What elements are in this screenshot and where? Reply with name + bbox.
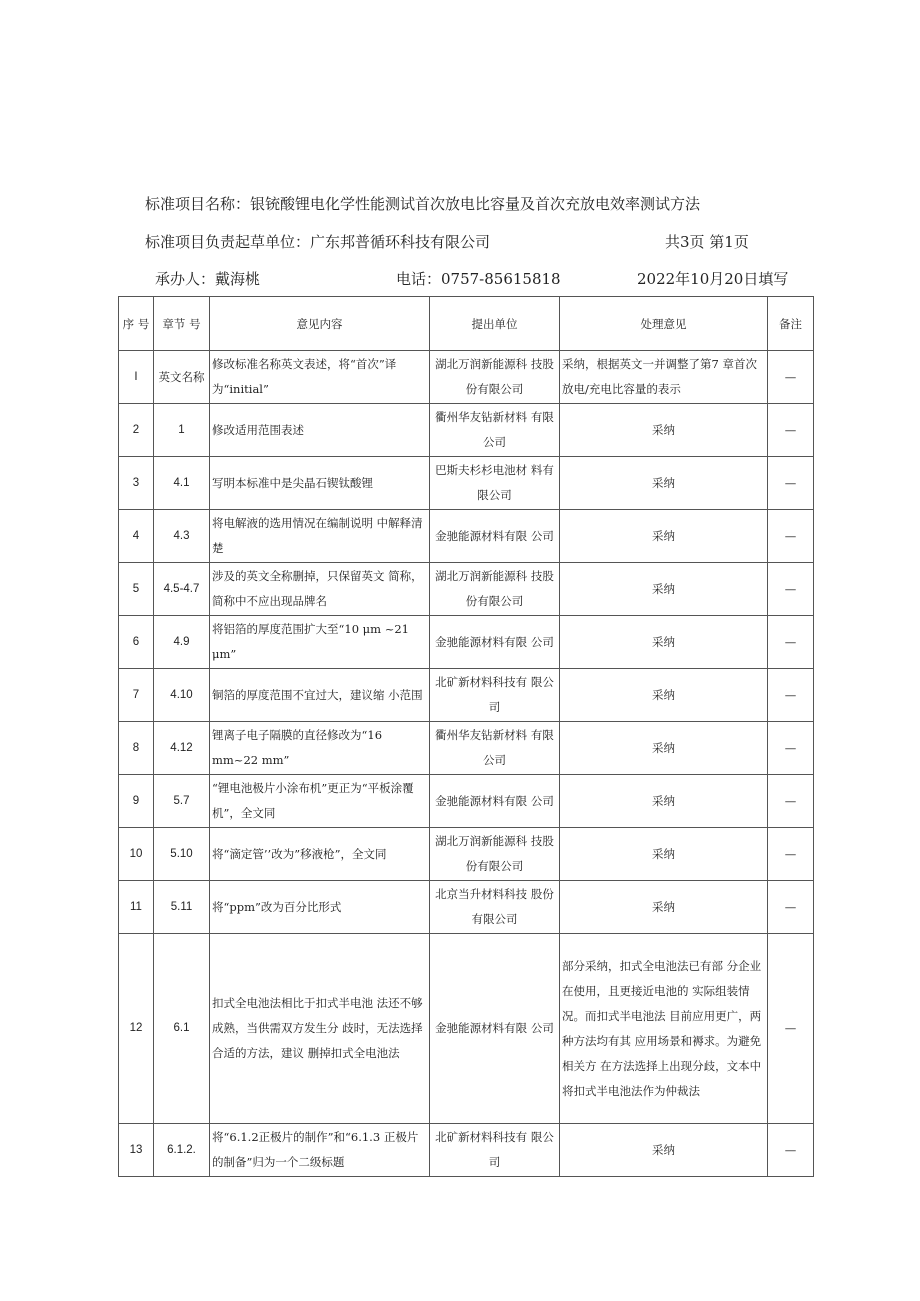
cell-unit: 金驰能源材料有限 公司 [430, 775, 560, 828]
cell-no: 5 [119, 563, 154, 616]
cell-no: 4 [119, 510, 154, 563]
cell-section: 5.10 [154, 828, 210, 881]
cell-no: 11 [119, 881, 154, 934]
col-header-note: 备注 [768, 297, 814, 351]
cell-unit: 北京当升材料科技 股份有限公司 [430, 881, 560, 934]
cell-result: 部分采纳，扣式全电池法已有部 分企业在使用，且更接近电池的 实际组装情况。而扣式半电池法 目前应用更广，两种方法均有其 应用场景和褥求。为避免相关方 在方法选择上出现分歧，文本中 将扣式半电池法作为仲裁法 [560, 934, 768, 1124]
cell-unit: 金驰能源材料有限 公司 [430, 616, 560, 669]
cell-content: 修改适用范围表述 [210, 404, 430, 457]
cell-no: 8 [119, 722, 154, 775]
cell-unit: 北矿新材料科技有 限公司 [430, 1124, 560, 1177]
table-row [119, 669, 814, 722]
table-row [119, 457, 814, 510]
cell-note: — [768, 510, 814, 563]
cell-no: 9 [119, 775, 154, 828]
cell-unit: 衢州华友钻新材料 有限公司 [430, 404, 560, 457]
table-row [119, 775, 814, 828]
project-name: 银铳酸锂电化学性能测试首次放电比容量及首次充放电效率测试方法 [250, 195, 701, 213]
cell-content: 将“滴定管’’改为”移液枪”，全文同 [210, 828, 430, 881]
cell-no: 7 [119, 669, 154, 722]
table-row [119, 404, 814, 457]
table-row [119, 828, 814, 881]
cell-content: 扣式全电池法相比于扣式半电池 法还不够成熟，当供需双方发生分 歧时，无法选择合适的方法，建议 删掉扣式全电池法 [210, 934, 430, 1124]
cell-result: 采纳 [560, 510, 768, 563]
cell-note: — [768, 351, 814, 404]
cell-section: 1 [154, 404, 210, 457]
cell-result: 采纳 [560, 722, 768, 775]
cell-result: 采纳 [560, 457, 768, 510]
table-row [119, 616, 814, 669]
project-name-label: 标准项目名称： [145, 195, 251, 213]
cell-no: 6 [119, 616, 154, 669]
cell-result: 采纳 [560, 669, 768, 722]
handler: 承办人：戴海桃 [155, 270, 261, 288]
cell-section: 6.1 [154, 934, 210, 1124]
cell-no: 12 [119, 934, 154, 1124]
table-row [119, 563, 814, 616]
cell-section: 英文名称 [154, 351, 210, 404]
cell-section: 4.10 [154, 669, 210, 722]
cell-no: I [119, 351, 154, 404]
cell-result: 采纳 [560, 775, 768, 828]
cell-note: — [768, 934, 814, 1124]
cell-no: 3 [119, 457, 154, 510]
cell-result: 采纳 [560, 828, 768, 881]
cell-unit: 金驰能源材料有限 公司 [430, 510, 560, 563]
cell-result: 采纳 [560, 881, 768, 934]
cell-unit: 巴斯夫杉杉电池材 料有限公司 [430, 457, 560, 510]
cell-result: 采纳 [560, 404, 768, 457]
cell-section: 4.3 [154, 510, 210, 563]
project-name-line [145, 193, 700, 214]
cell-content: 写明本标准中是尖晶石锲钛酸锂 [210, 457, 430, 510]
cell-note: — [768, 404, 814, 457]
col-header-result: 处理意见 [560, 297, 768, 351]
drafting-unit-label: 标准项目负责起草单位： [145, 233, 311, 251]
cell-unit: 湖北万润新能源科 技股份有限公司 [430, 351, 560, 404]
cell-content: “锂电池极片小涂布机”更正为“平板涂覆机”，全文同 [210, 775, 430, 828]
col-header-unit: 提出单位 [430, 297, 560, 351]
fill-date: 2022年10月20日填写 [637, 270, 789, 288]
opinion-table [118, 296, 814, 1177]
col-header-no: 序 号 [119, 297, 154, 351]
cell-result: 采纳 [560, 563, 768, 616]
cell-section: 4.1 [154, 457, 210, 510]
cell-result: 采纳，根据英文一并调整了第7 章首次放电/充电比容量的表示 [560, 351, 768, 404]
cell-result: 采纳 [560, 1124, 768, 1177]
cell-no: 13 [119, 1124, 154, 1177]
cell-content: 锂离子电子隔膜的直径修改为“16 mm~22 mm” [210, 722, 430, 775]
table-row [119, 722, 814, 775]
cell-result: 采纳 [560, 616, 768, 669]
table-row [119, 510, 814, 563]
cell-content: 涉及的英文全称删掉，只保留英文 简称，简称中不应出现品牌名 [210, 563, 430, 616]
page-info: 共3页 第1页 [665, 233, 749, 251]
table-row [119, 881, 814, 934]
cell-section: 5.11 [154, 881, 210, 934]
cell-section: 4.5-4.7 [154, 563, 210, 616]
cell-content: 将“ppm”改为百分比形式 [210, 881, 430, 934]
col-header-section: 章节 号 [154, 297, 210, 351]
col-header-content: 意见内容 [210, 297, 430, 351]
cell-note: — [768, 563, 814, 616]
cell-content: 铜箔的厚度范围不宜过大，建议缩 小范围 [210, 669, 430, 722]
cell-unit: 北矿新材料科技有 限公司 [430, 669, 560, 722]
table-row [119, 934, 814, 1124]
drafting-unit: 广东邦普循环科技有限公司 [310, 233, 491, 251]
cell-section: 4.12 [154, 722, 210, 775]
table-row [119, 351, 814, 404]
cell-unit: 金驰能源材料有限 公司 [430, 934, 560, 1124]
cell-note: — [768, 828, 814, 881]
cell-no: 2 [119, 404, 154, 457]
cell-unit: 衢州华友钻新材料 有限公司 [430, 722, 560, 775]
cell-unit: 湖北万润新能源科 技股份有限公司 [430, 563, 560, 616]
cell-note: — [768, 881, 814, 934]
cell-no: 10 [119, 828, 154, 881]
cell-unit: 湖北万润新能源科 技股份有限公司 [430, 828, 560, 881]
cell-note: — [768, 775, 814, 828]
drafting-unit-line [145, 231, 490, 252]
table-header-row [119, 297, 814, 351]
cell-note: — [768, 1124, 814, 1177]
cell-note: — [768, 616, 814, 669]
cell-section: 4.9 [154, 616, 210, 669]
table-row [119, 1124, 814, 1177]
cell-section: 5.7 [154, 775, 210, 828]
cell-content: 将电解液的选用情况在编制说明 中解释清楚 [210, 510, 430, 563]
cell-content: 将“6.1.2正极片的制作”和“6.1.3 正极片的制备”归为一个二级标题 [210, 1124, 430, 1177]
cell-content: 修改标准名称英文表述，将“首次”译为“initial” [210, 351, 430, 404]
cell-section: 6.1.2. [154, 1124, 210, 1177]
phone: 电话：0757-85615818 [396, 270, 561, 288]
cell-note: — [768, 457, 814, 510]
cell-content: 将铝箔的厚度范围扩大至“10 μm ~21 μm” [210, 616, 430, 669]
cell-note: — [768, 722, 814, 775]
cell-note: — [768, 669, 814, 722]
